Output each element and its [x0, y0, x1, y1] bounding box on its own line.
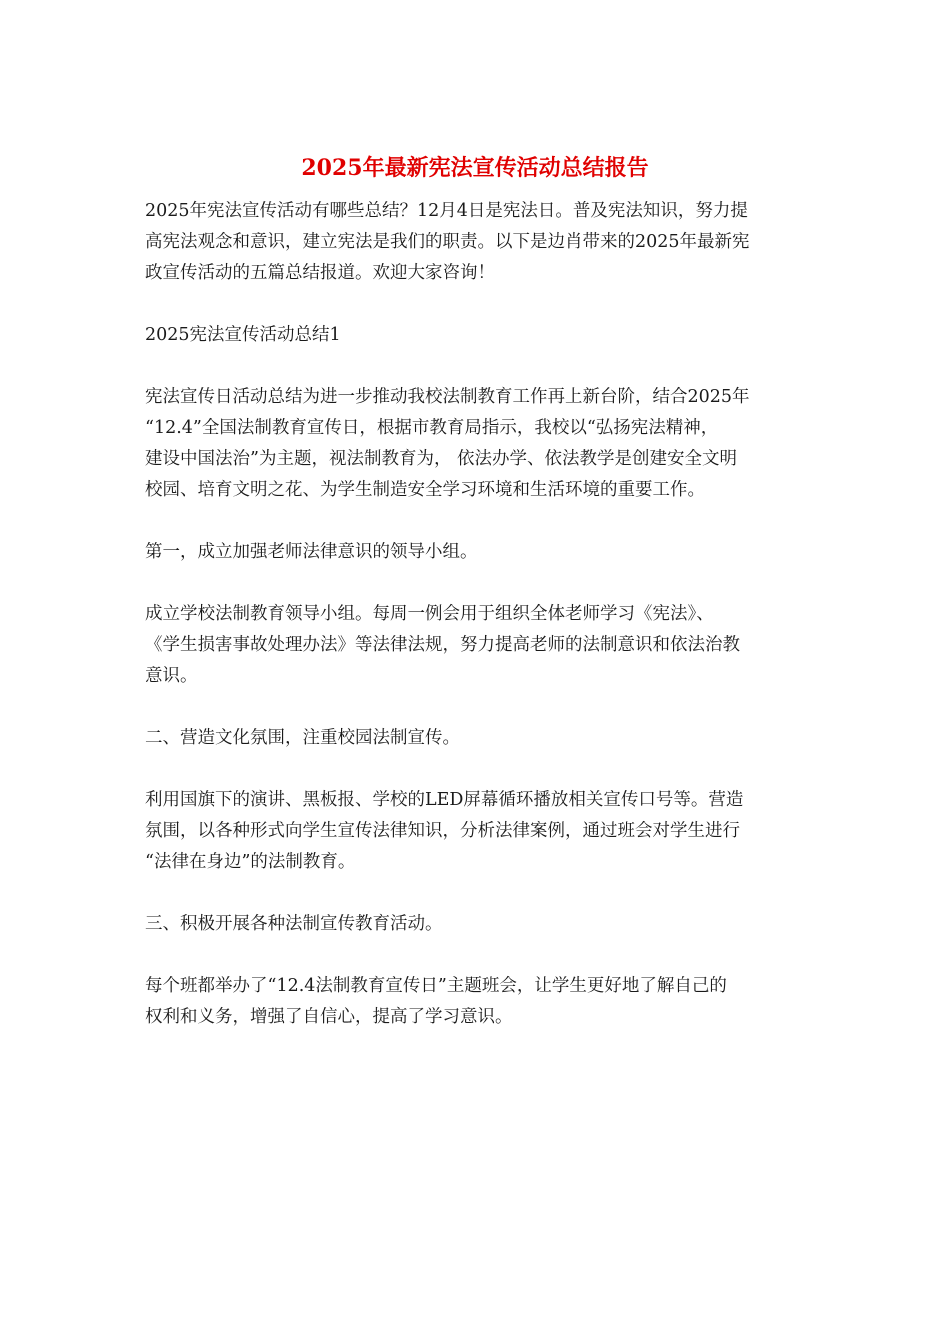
paragraph-point-3: [145, 971, 810, 1033]
paragraph-point-2: [145, 785, 810, 878]
point-heading-2: [145, 723, 810, 754]
point-heading-1: [145, 537, 810, 568]
paragraph-line: 第一，成立加强老师法律意识的领导小组。: [145, 542, 478, 562]
document-body: [145, 196, 810, 1064]
paragraph-line: 意识。: [145, 666, 198, 686]
paragraph-line: 二、营造文化氛围，注重校园法制宣传。: [145, 728, 460, 748]
paragraph-line: 宪法宣传日活动总结为进一步推动我校法制教育工作再上新台阶，结合2025年: [145, 387, 750, 407]
paragraph-line: 利用国旗下的演讲、黑板报、学校的LED屏幕循环播放相关宣传口号等。营造: [145, 790, 744, 810]
paragraph-line: 每个班都举办了“12.4法制教育宣传日”主题班会，让学生更好地了解自己的: [145, 976, 727, 996]
paragraph-line: 建设中国法治”为主题，视法制教育为， 依法办学、依法教学是创建安全文明: [145, 449, 738, 469]
point-heading-3: [145, 909, 810, 940]
paragraph-intro: [145, 196, 810, 289]
document-title: 2025年最新宪法宣传活动总结报告: [301, 155, 649, 181]
paragraph-line: 2025宪法宣传活动总结1: [145, 325, 341, 345]
section-heading-summary-1: [145, 320, 810, 351]
paragraph-line: 高宪法观念和意识，建立宪法是我们的职责。以下是边肖带来的2025年最新宪: [145, 232, 750, 252]
paragraph-line: 2025年宪法宣传活动有哪些总结？12月4日是宪法日。普及宪法知识，努力提: [145, 201, 748, 221]
paragraph-summary-overview: [145, 382, 810, 506]
paragraph-line: 校园、培育文明之花、为学生制造安全学习环境和生活环境的重要工作。: [145, 480, 705, 500]
paragraph-point-1: [145, 599, 810, 692]
paragraph-line: 成立学校法制教育领导小组。每周一例会用于组织全体老师学习《宪法》、: [145, 604, 714, 624]
paragraph-line: “法律在身边”的法制教育。: [145, 852, 356, 872]
paragraph-line: “12.4”全国法制教育宣传日，根据市教育局指示，我校以“弘扬宪法精神，: [145, 418, 719, 438]
paragraph-line: 氛围，以各种形式向学生宣传法律知识，分析法律案例，通过班会对学生进行: [145, 821, 740, 841]
paragraph-line: 《学生损害事故处理办法》等法律法规，努力提高老师的法制意识和依法治教: [145, 635, 740, 655]
paragraph-line: 三、积极开展各种法制宣传教育活动。: [145, 914, 443, 934]
paragraph-line: 权利和义务，增强了自信心，提高了学习意识。: [145, 1007, 513, 1027]
paragraph-line: 政宣传活动的五篇总结报道。欢迎大家咨询！: [145, 263, 495, 283]
